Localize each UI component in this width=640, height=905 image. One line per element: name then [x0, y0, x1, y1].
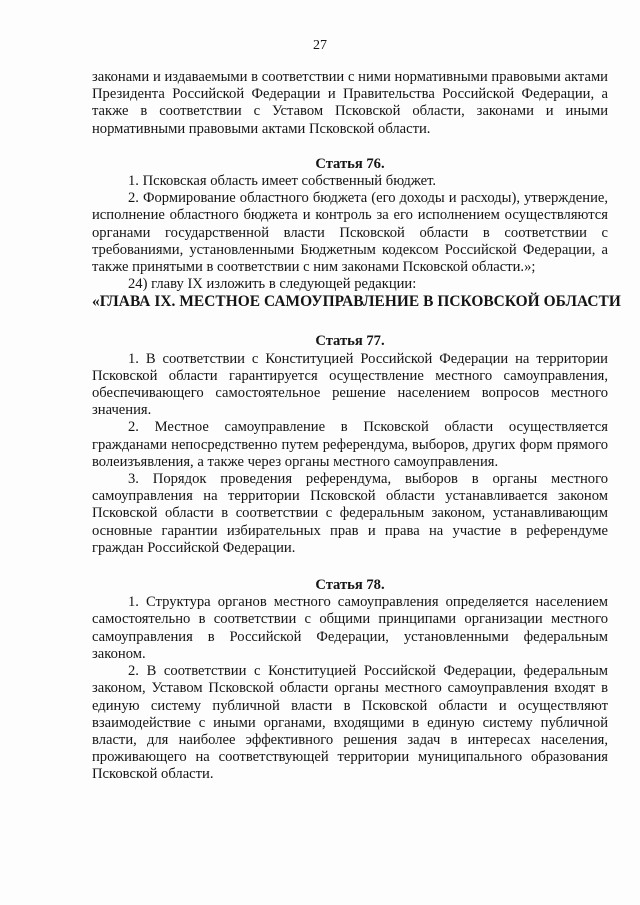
article-77-paragraph-2: 2. Местное самоуправление в Псковской области осуществляется гражданами непосредственно путем референдума, выборов, других форм прямого волеизъявления, а также через органы местного самоуправления. [92, 419, 608, 470]
page-number: 27 [313, 38, 327, 53]
article-77-paragraph-1: 1. В соответствии с Конституцией Российской Федерации на территории Псковской области гарантируется осуществление местного самоуправления, обеспечивающего самостоятельное решение населением вопросов местного значения. [92, 350, 608, 419]
article-76-paragraph-1: 1. Псковская область имеет собственный бюджет. [128, 173, 437, 190]
document-body [92, 69, 621, 784]
spacer [92, 557, 608, 577]
amendment-item-24: 24) главу IX изложить в следующей редакции: [128, 276, 417, 293]
intro-paragraph: законами и издаваемыми в соответствии с ними нормативными правовыми актами Президента Российской Федерации и Правительства Российской Федерации, а также в соответствии с Уставом Псковской области, законами и иными нормативными правовыми актами Псковской области. [92, 69, 608, 137]
article-77-heading: Статья 77. [315, 333, 385, 350]
article-77-paragraph-3: 3. Порядок проведения референдума, выборов в органы местного самоуправления на территории Псковской области устанавливается законом Псковской области в соответствии с федеральным законом, устанавливающим основные гарантии избирательных прав и права на участие в референдуме граждан Российской Федерации. [92, 471, 608, 556]
article-78-paragraph-1: 1. Структура органов местного самоуправления определяется населением самостоятельно в соответствии с общими принципами организации местного самоуправления в Российской Федерации, установленными федеральным законом. [92, 594, 608, 662]
chapter-title: «ГЛАВА IX. МЕСТНОЕ САМОУПРАВЛЕНИЕ В ПСКОВСКОЙ ОБЛАСТИ [92, 293, 621, 311]
article-76-heading: Статья 76. [315, 155, 385, 172]
article-78-paragraph-2: 2. В соответствии с Конституцией Российской Федерации, федеральным законом, Уставом Псковской области органы местного самоуправления входят в единую систему публичной власти в Псковской области и осуществляют взаимодействие с иными органами, входящими в единую систему публичной власти, для наиболее эффективного решения задач в интересах населения, проживающего на соответствующей территории муниципального образования Псковской области. [92, 663, 608, 783]
spacer [92, 138, 608, 156]
article-76-paragraph-2: 2. Формирование областного бюджета (его доходы и расходы), утверждение, исполнение областного бюджета и контроль за его исполнением осуществляются органами государственной власти Псковской области в соответствии с требованиями, установленными Бюджетным кодексом Российской Федерации, а также принятыми в соответствии с ним законами Псковской области.»; [92, 190, 608, 276]
spacer [92, 311, 608, 333]
article-78-heading: Статья 78. [315, 577, 385, 594]
